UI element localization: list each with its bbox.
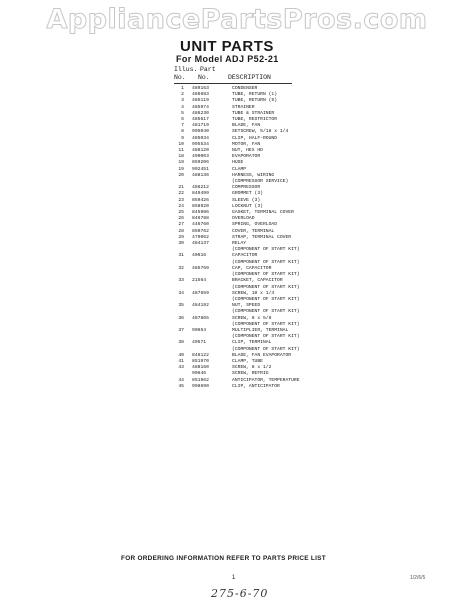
parts-list <box>174 86 354 390</box>
page-title: UNIT PARTS <box>180 38 274 55</box>
description-line: SCREW, 10 x 1/4 <box>232 290 275 296</box>
description-line: CLIP, HALF-ROUND <box>232 135 278 141</box>
illus-number: 38 <box>178 340 184 346</box>
part-number: 484137 <box>192 241 209 247</box>
illus-number: 43 <box>178 365 184 371</box>
illus-number: 23 <box>178 197 184 203</box>
part-number: 851970 <box>192 358 209 364</box>
parts-row <box>174 266 354 278</box>
description-line: SCREW, REFRIG <box>232 371 269 377</box>
illus-number: 40 <box>178 352 184 358</box>
illus-number: 7 <box>181 123 184 129</box>
illus-number: 2 <box>181 92 184 98</box>
part-number: 484192 <box>192 303 209 309</box>
illus-number: 32 <box>178 265 184 271</box>
ordering-note: FOR ORDERING INFORMATION REFER TO PARTS PRICE LIST <box>121 555 326 562</box>
description-line: COMPRESSOR <box>232 185 261 191</box>
description-line: LOCKNUT (3) <box>232 203 263 209</box>
illus-number: 22 <box>178 191 184 197</box>
part-number: 479062 <box>192 234 209 240</box>
illus-number: 21 <box>178 185 184 191</box>
part-number: 850762 <box>192 228 209 234</box>
illus-number: 37 <box>178 327 184 333</box>
part-number: 846788 <box>192 216 209 222</box>
part-number: 486230 <box>192 110 209 116</box>
part-number: 487865 <box>192 315 209 321</box>
header-rule <box>174 83 292 84</box>
part-description <box>232 266 300 278</box>
description-line: STRAINER <box>232 104 255 110</box>
parts-row <box>174 278 354 290</box>
illus-number: 20 <box>178 172 184 178</box>
part-number: 486683 <box>192 92 209 98</box>
description-line: SPRING, OVERLOAD <box>232 222 278 228</box>
illus-number: 35 <box>178 303 184 309</box>
description-line: HUSE <box>232 160 244 166</box>
parts-row <box>174 241 354 253</box>
part-description <box>232 241 300 253</box>
illus-number: 18 <box>178 154 184 160</box>
illus-number: 1 <box>181 86 184 91</box>
page-number: 1 <box>232 575 236 581</box>
part-number: 40616 <box>192 253 207 259</box>
part-number: 845986 <box>192 210 209 216</box>
description-line: BRACKET, CAPACITOR <box>232 278 283 284</box>
watermark: AppliancePartsPros.com <box>46 4 428 35</box>
illus-number: 10 <box>178 141 184 147</box>
parts-row <box>174 316 354 328</box>
handwritten-note: 275-6-70 <box>211 587 269 600</box>
illus-number: 27 <box>178 222 184 228</box>
part-number: 485769 <box>192 265 209 271</box>
part-number: 486212 <box>192 185 209 191</box>
part-description <box>232 384 280 390</box>
illus-number: 3 <box>181 98 184 104</box>
part-number: 446760 <box>192 222 209 228</box>
description-line: STRAP, TERMINAL COVER <box>232 234 292 240</box>
description-line: BLADE, FAN EVAPORATOR <box>232 352 292 358</box>
description-line: SCREW, 8 x 1/2 <box>232 365 272 371</box>
part-number: 995534 <box>192 141 209 147</box>
illus-number: 6 <box>181 117 184 123</box>
illus-number: 41 <box>178 358 184 364</box>
part-number: 998690 <box>192 383 209 389</box>
parts-row <box>174 173 354 185</box>
description-line: COVER, TERMINAL <box>232 228 275 234</box>
illus-number: 29 <box>178 234 184 240</box>
description-line: TUBE, RETURN (9) <box>232 98 278 104</box>
part-number: 851962 <box>192 377 209 383</box>
part-description <box>232 253 300 265</box>
description-line: (COMPONENT OF START KIT) <box>232 296 300 302</box>
illus-number: 9 <box>181 135 184 141</box>
description-line: (COMPONENT OF START KIT) <box>232 309 300 315</box>
description-line: CLIP, TERMINAL <box>232 340 272 346</box>
description-line: CONDENSER <box>232 86 258 91</box>
part-number: 487659 <box>192 290 209 296</box>
parts-row <box>174 303 354 315</box>
part-number: 485617 <box>192 117 209 123</box>
description-line: GROMMET (3) <box>232 191 263 197</box>
description-line: RELAY <box>232 241 247 247</box>
description-line: CAP, CAPACITOR <box>232 265 272 271</box>
part-number: 859426 <box>192 197 209 203</box>
part-number: 40571 <box>192 340 207 346</box>
parts-row <box>174 253 354 265</box>
description-line: (COMPRESSOR SERVICE) <box>232 179 289 185</box>
description-line: (COMPONENT OF START KIT) <box>232 247 300 253</box>
description-line: (COMPONENT OF START KIT) <box>232 259 300 265</box>
description-line: MOTOR, FAN <box>232 141 261 147</box>
part-number: 858920 <box>192 203 209 209</box>
parts-row <box>174 328 354 340</box>
part-number: 481719 <box>192 123 209 129</box>
column-header-part-no: No. <box>198 74 210 81</box>
part-number: 21564 <box>192 278 207 284</box>
description-line: TUBE, RESTRICTOR <box>232 117 278 123</box>
parts-row <box>174 340 354 352</box>
illus-number: 36 <box>178 315 184 321</box>
description-line: HARNESS, WIRING <box>232 172 275 178</box>
model-subtitle: For Model ADJ P52-21 <box>176 54 279 64</box>
part-number: 488160 <box>192 365 209 371</box>
column-header-illus: Illus. <box>174 66 198 73</box>
illus-number: 4 <box>181 104 184 110</box>
part-number: 90654 <box>192 327 207 333</box>
illus-number: 44 <box>178 377 184 383</box>
illus-number: 28 <box>178 228 184 234</box>
description-line: GASKET, TERMINAL COVER <box>232 210 294 216</box>
description-line: SETSCREW, 5/16 x 1/4 <box>232 129 289 135</box>
illus-number: 19 <box>178 166 184 172</box>
description-line: ANTICIPATOR, TEMPERATURE <box>232 377 300 383</box>
column-header-description: DESCRIPTION <box>228 74 271 81</box>
parts-row <box>174 291 354 303</box>
part-description <box>232 291 300 303</box>
description-line: (COMPONENT OF START KIT) <box>232 321 300 327</box>
description-line: (COMPONENT OF START KIT) <box>232 334 300 340</box>
part-description <box>232 278 300 290</box>
part-number: 485034 <box>192 135 209 141</box>
illus-number: 19 <box>178 160 184 166</box>
part-number: 849499 <box>192 191 209 197</box>
column-header-part: Part <box>200 66 216 73</box>
description-line: MULTIPLIER, TERMINAL <box>232 327 289 333</box>
description-line: BLADE, FAN <box>232 123 261 129</box>
part-number: 995040 <box>192 129 209 135</box>
part-number: 489163 <box>192 86 209 91</box>
description-line: OVERLOAD <box>232 216 255 222</box>
illus-number: 30 <box>178 241 184 247</box>
part-number: 90646 <box>192 371 207 377</box>
illus-number: 26 <box>178 216 184 222</box>
description-line: (COMPONENT OF START KIT) <box>232 284 300 290</box>
description-line: CLIP, ANTICIPATOR <box>232 383 280 389</box>
description-line: (COMPONENT OF START KIT) <box>232 346 300 352</box>
page-code: 1/2/6/5 <box>410 575 426 581</box>
illus-number: 5 <box>181 110 184 116</box>
part-number: 490003 <box>192 154 209 160</box>
illus-number: 25 <box>178 210 184 216</box>
description-line: SLEEVE (3) <box>232 197 261 203</box>
illus-number: 33 <box>178 278 184 284</box>
illus-number: 45 <box>178 383 184 389</box>
illus-number: 31 <box>178 253 184 259</box>
parts-row <box>174 384 354 390</box>
illus-number: 11 <box>178 148 184 154</box>
part-number: 488136 <box>192 172 209 178</box>
part-description <box>232 173 288 185</box>
description-line: NUT, HEX HD <box>232 148 263 154</box>
description-line: CAPACITOR <box>232 253 258 259</box>
part-description <box>232 316 300 328</box>
description-line: EVAPORATOR <box>232 154 261 160</box>
description-line: NUT, SPEED <box>232 303 261 309</box>
part-description <box>232 303 300 315</box>
part-description <box>232 340 300 352</box>
part-number: 485974 <box>192 104 209 110</box>
part-number: 485119 <box>192 98 209 104</box>
description-line: (COMPONENT OF START KIT) <box>232 272 300 278</box>
part-description <box>232 328 300 340</box>
illus-number: 34 <box>178 290 184 296</box>
illus-number: 8 <box>181 129 184 135</box>
part-number: 846122 <box>192 352 209 358</box>
part-number: 488120 <box>192 148 209 154</box>
description-line: TUBE & STRAINER <box>232 110 275 116</box>
description-line: TUBE, RETURN (1) <box>232 92 278 98</box>
description-line: CLAMP, TUBE <box>232 358 263 364</box>
description-line: SCREW, 8 x 5/8 <box>232 315 272 321</box>
illus-number: 24 <box>178 203 184 209</box>
column-header-illus-no: No. <box>174 74 186 81</box>
part-number: 992451 <box>192 166 209 172</box>
part-number: 859206 <box>192 160 209 166</box>
description-line: CLAMP <box>232 166 247 172</box>
